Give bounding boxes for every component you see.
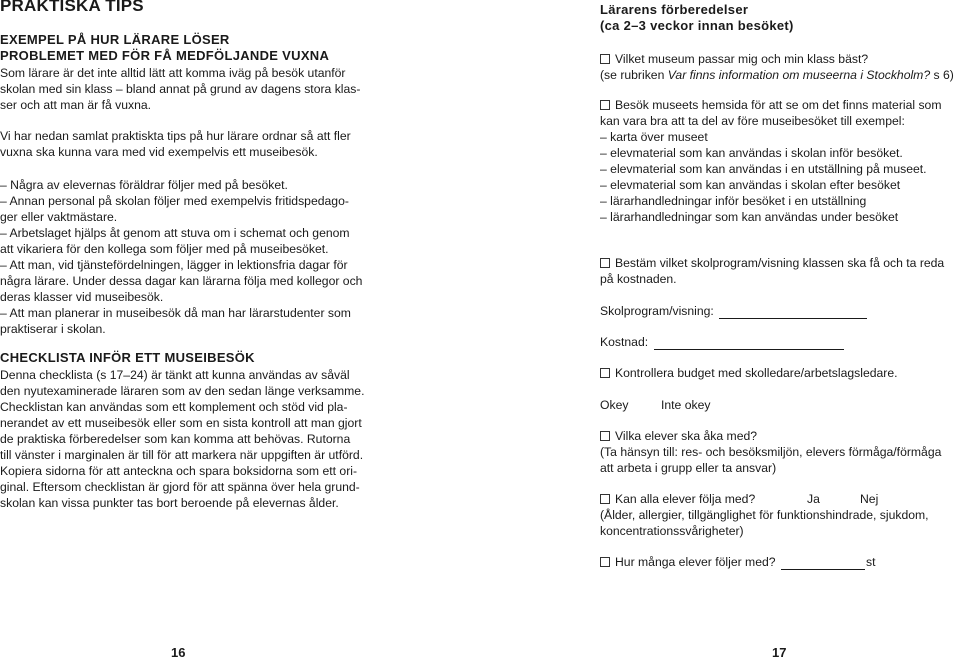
page-number-left: 16 [171, 645, 186, 660]
program-input-line[interactable] [719, 306, 867, 319]
budget-option-inte-okey[interactable]: Inte okey [661, 398, 711, 412]
checklist-item-line: på kostnaden. [600, 272, 677, 286]
list-item: – karta över museet [600, 130, 708, 144]
checkbox[interactable] [600, 368, 610, 378]
checklist-item-line: (Ålder, allergier, tillgänglighet för funktionshindrade, sjukdom, [600, 508, 929, 522]
tip-line: ger eller vaktmästare. [0, 210, 118, 224]
option-ja[interactable]: Ja [807, 492, 820, 506]
budget-option-okey[interactable]: Okey [600, 398, 629, 412]
checkbox[interactable] [600, 557, 610, 567]
checklist-item-museum: Vilket museum passar mig och min klass bäst? [600, 51, 868, 67]
intro-line: vuxna ska kunna vara med vid exempelvis ett museibesök. [0, 145, 318, 159]
checklist-text-line: ginal. Eftersom checklistan är gjord för att spänna över hela grund- [0, 480, 360, 494]
checklist-item-line: (Ta hänsyn till: res- och besöksmiljön, elevers förmåga/förmåga [600, 445, 942, 459]
program-field: Skolprogram/visning: [600, 303, 867, 319]
tip-line: några lärare. Under dessa dagar kan lärarna följa med kollegor och [0, 274, 363, 288]
checklist-heading: CHECKLISTA INFÖR ETT MUSEIBESÖK [0, 350, 255, 365]
checklist-item-line: kan vara bra att ta del av före museibesöket till exempel: [600, 114, 905, 128]
count-input-line[interactable] [781, 557, 865, 570]
checklist-item-budget: Kontrollera budget med skolledare/arbetslagsledare. [600, 365, 898, 381]
checklist-text-line: skolan kan vissa punkter tas bort beroende på elevernas ålder. [0, 496, 339, 510]
intro-line: skolan med sin klass – bland annat på grund av dagens stora klas- [0, 82, 361, 96]
unit-st: st [866, 555, 876, 569]
checklist-text-line: de praktiska förberedelser som kan komma att behövas. Rutorna [0, 432, 351, 446]
section-heading-2: PROBLEMET MED FÖR FÅ MEDFÖLJANDE VUXNA [0, 48, 330, 63]
checklist-item-line: att arbeta i grupp eller ta ansvar) [600, 461, 777, 475]
checklist-text-line: nerandet av ett museibesök eller som en sista kontroll att man gjort [0, 416, 362, 430]
checkbox[interactable] [600, 494, 610, 504]
list-item: – lärarhandledningar som kan användas under besöket [600, 210, 899, 224]
checkbox[interactable] [600, 100, 610, 110]
list-item: – elevmaterial som kan användas i skolan efter besöket [600, 178, 901, 192]
tip-line: – Att man, vid tjänstefördelningen, lägger in lektionsfria dagar för [0, 258, 348, 272]
tip-line: praktiserar i skolan. [0, 322, 106, 336]
checklist-item-count: Hur många elever följer med? [600, 554, 865, 570]
option-nej[interactable]: Nej [860, 492, 879, 506]
list-item: – elevmaterial som kan användas i en utställning på museet. [600, 162, 927, 176]
checklist-item-website: Besök museets hemsida för att se om det finns material som [600, 97, 942, 113]
tip-line: – Några av elevernas föräldrar följer med på besöket. [0, 178, 288, 192]
list-item: – elevmaterial som kan användas i skolan inför besöket. [600, 146, 903, 160]
list-item: – lärarhandledningar inför besöket i en utställning [600, 194, 867, 208]
teacher-prep-heading: Lärarens förberedelser [600, 2, 749, 17]
page-title: PRAKTISKA TIPS [0, 0, 144, 15]
cost-input-line[interactable] [654, 337, 844, 350]
intro-line: ser och att man är få vuxna. [0, 98, 152, 112]
tip-line: att vikariera för den kollega som följer med på museibesöket. [0, 242, 329, 256]
cost-field: Kostnad: [600, 334, 844, 350]
checklist-item-line: koncentrationssvårigheter) [600, 524, 744, 538]
checklist-text-line: Denna checklista (s 17–24) är tänkt att kunna användas av såväl [0, 368, 350, 382]
tip-line: deras klasser vid museibesök. [0, 290, 164, 304]
checklist-text-line: den nyutexaminerade läraren som av den sedan länge verksamme. [0, 384, 365, 398]
intro-line: Som lärare är det inte alltid lätt att komma iväg på besök utanför [0, 66, 346, 80]
page-number-right: 17 [772, 645, 787, 660]
checklist-text-line: Kopiera sidorna för att anteckna och spara boksidorna som ett ori- [0, 464, 358, 478]
intro-line: Vi har nedan samlat praktiskta tips på hur lärare ordnar så att fler [0, 129, 351, 143]
checkbox[interactable] [600, 431, 610, 441]
section-heading-1: EXEMPEL PÅ HUR LÄRARE LÖSER [0, 32, 230, 47]
checklist-item-students: Vilka elever ska åka med? [600, 428, 757, 444]
checkbox[interactable] [600, 258, 610, 268]
tip-line: – Arbetslaget hjälps åt genom att stuva om i schemat och genom [0, 226, 350, 240]
checklist-item-all-students: Kan alla elever följa med? [600, 491, 755, 507]
checklist-item-program: Bestäm vilket skolprogram/visning klassen ska få och ta reda [600, 255, 944, 271]
checklist-item-note: (se rubriken Var finns information om museerna i Stockholm? s 6) [600, 68, 954, 82]
checkbox[interactable] [600, 54, 610, 64]
checklist-text-line: Checklistan kan användas som ett komplement och stöd vid pla- [0, 400, 348, 414]
tip-line: – Att man planerar in museibesök då man har lärarstudenter som [0, 306, 351, 320]
teacher-prep-subheading: (ca 2–3 veckor innan besöket) [600, 18, 794, 33]
checklist-text-line: till vänster i marginalen är till för att markera när uppgiften är utförd. [0, 448, 364, 462]
tip-line: – Annan personal på skolan följer med exempelvis fritidspedago- [0, 194, 349, 208]
